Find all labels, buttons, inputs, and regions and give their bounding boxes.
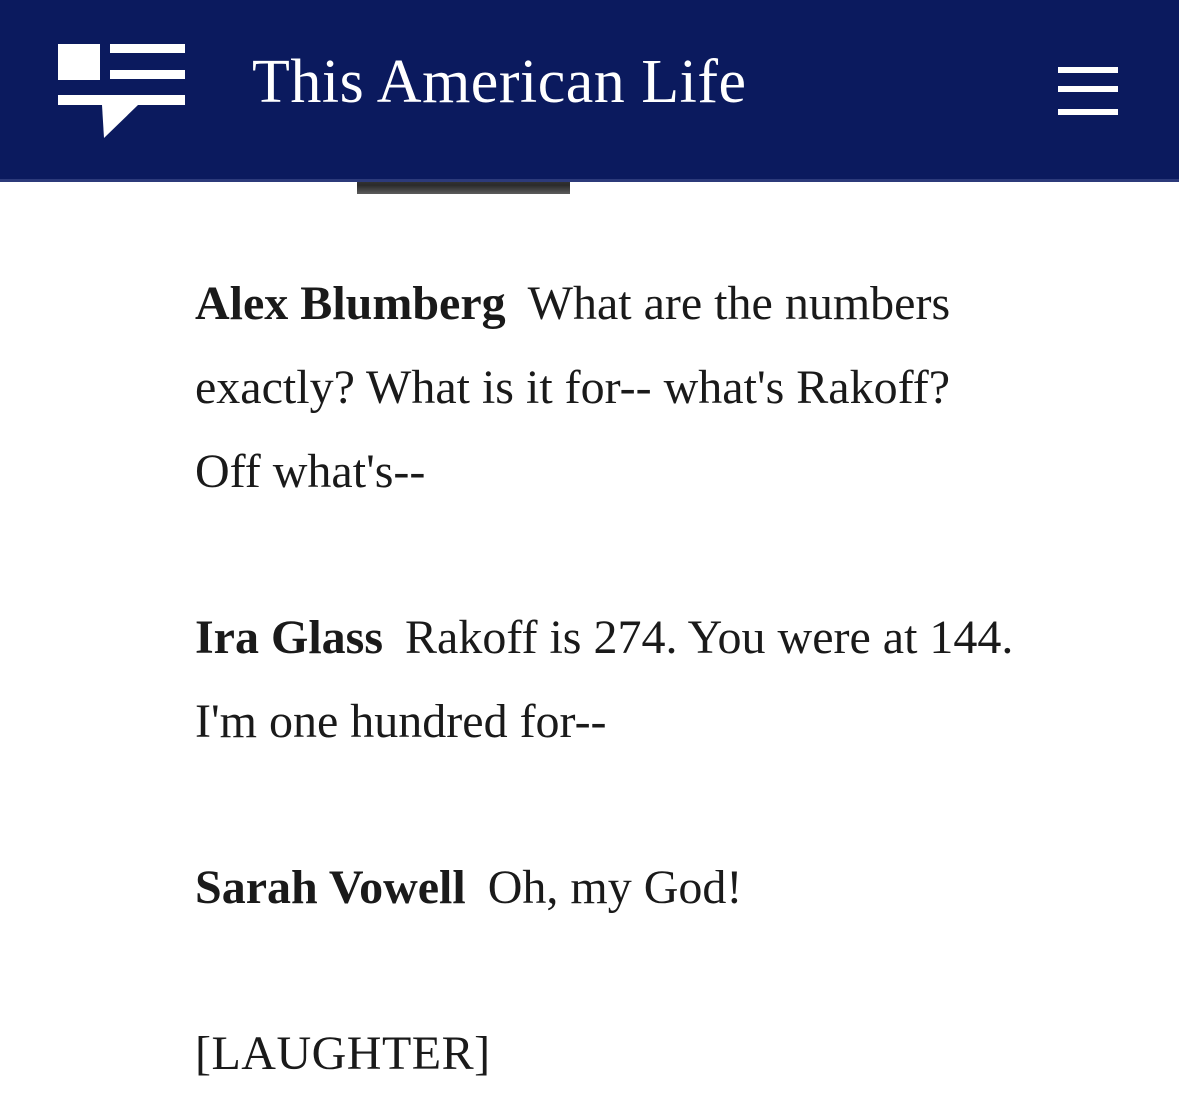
speech-text: Oh, my God!: [487, 861, 743, 914]
hamburger-menu-icon[interactable]: [1054, 64, 1122, 120]
speaker-name: Alex Blumberg: [195, 277, 506, 330]
site-title[interactable]: This American Life: [252, 48, 747, 116]
menu-bar: [1058, 67, 1118, 73]
transcript: [195, 262, 1015, 1096]
speech-text: What are the numbers exactly? What is it for-- what's Rakoff? Off what's--: [195, 277, 951, 498]
stage-direction: [LAUGHTER]: [195, 1027, 491, 1080]
speech-text: Rakoff is 274. You were at 144. I'm one hundred for--: [195, 611, 1014, 748]
speaker-name: Ira Glass: [195, 611, 384, 664]
transcript-entry: [195, 596, 1015, 764]
transcript-entry: [195, 846, 1015, 930]
transcript-entry: [195, 262, 1015, 514]
speech-bubble-logo-icon[interactable]: [58, 44, 186, 140]
menu-bar: [1058, 109, 1118, 115]
speaker-name: Sarah Vowell: [195, 861, 466, 914]
site-header: [0, 0, 1179, 182]
menu-bar: [1058, 86, 1118, 92]
